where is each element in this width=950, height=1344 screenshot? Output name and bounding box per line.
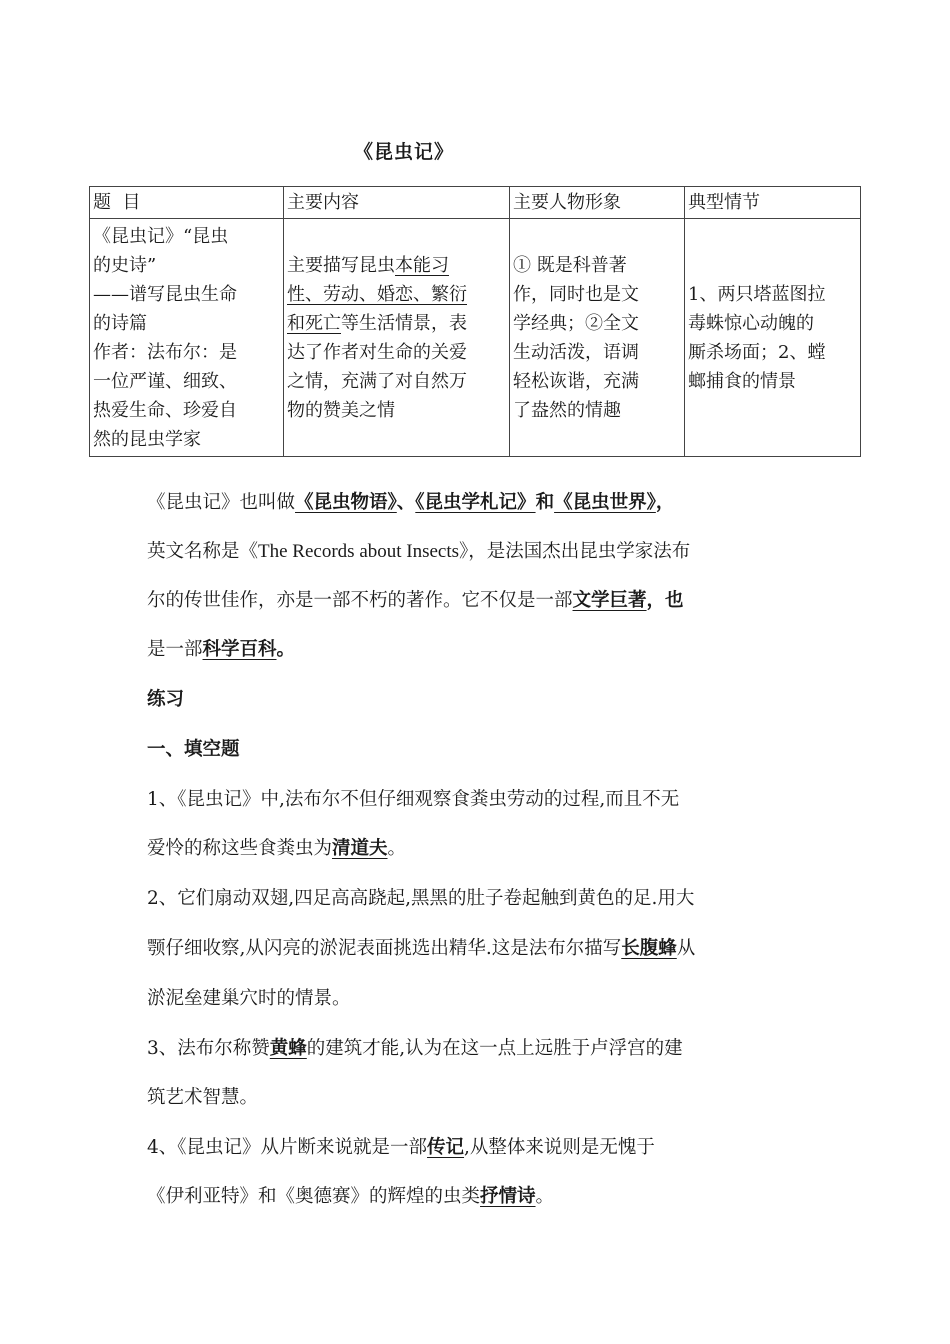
cell-plot xyxy=(685,219,861,457)
text: ,从整体来说则是无愧于 xyxy=(464,1137,655,1158)
cell-line: 作者：法布尔：是 xyxy=(93,342,237,363)
question-3-line-1 xyxy=(147,1034,683,1060)
cell-topic xyxy=(90,219,284,457)
alt-title: 《昆虫世界》 xyxy=(554,492,656,513)
header-characters: 主要人物形象 xyxy=(510,187,685,219)
cell-line: 《昆虫记》“昆虫 xyxy=(93,226,229,247)
cell-line: 轻松诙谐，充满 xyxy=(513,370,639,392)
text: 颚仔细收察,从闪亮的淤泥表面挑选出精华.这是法布尔描写 xyxy=(147,938,622,959)
question-2-line-3: 淤泥垒建巢穴时的情景。 xyxy=(147,988,351,1009)
cell-line: 然的昆虫学家 xyxy=(93,429,201,450)
question-1-line-1: 1、《昆虫记》中,法布尔不但仔细观察食粪虫劳动的过程,而且不无 xyxy=(147,789,680,810)
text: 和 xyxy=(535,492,555,513)
question-4-line-1 xyxy=(147,1133,655,1159)
cell-line xyxy=(287,251,507,280)
document-title: 《昆虫记》 xyxy=(354,141,455,163)
text: 。 xyxy=(276,639,296,660)
underlined-text: 性、劳动、婚恋、繁衍 xyxy=(287,283,467,305)
text: 尔的传世佳作，亦是一部不朽的著作。它不仅是一部 xyxy=(147,590,573,611)
cell-line xyxy=(287,280,507,309)
cell-line: ① 既是科普著 xyxy=(513,254,627,276)
intro-line-4 xyxy=(147,635,295,661)
text: 《昆虫记》也叫做 xyxy=(147,492,296,513)
text: 。 xyxy=(535,1186,555,1207)
cell-content xyxy=(284,219,510,457)
text: 3、法布尔称赞 xyxy=(147,1038,270,1059)
intro-line-1 xyxy=(147,488,674,514)
alt-title: 《昆虫物语》 xyxy=(295,492,397,513)
question-2-line-2 xyxy=(147,934,695,960)
answer: 抒情诗 xyxy=(480,1186,536,1207)
cell-line: 生动活泼，语调 xyxy=(513,341,639,363)
header-content: 主要内容 xyxy=(284,187,510,219)
alt-title: 《昆虫学札记》 xyxy=(415,492,536,513)
cell-line: 物的赞美之情 xyxy=(287,399,395,421)
english-title: The Records about Insects xyxy=(258,541,460,562)
cell-line xyxy=(287,309,507,338)
text: 从 xyxy=(676,938,696,959)
answer: 传记 xyxy=(427,1137,465,1158)
text: ，也 xyxy=(646,590,684,611)
text: 》，是法国杰出昆虫学家法布 xyxy=(459,541,691,562)
question-3-line-2: 筑艺术智慧。 xyxy=(147,1087,259,1108)
cell-line: 了盎然的情趣 xyxy=(513,399,621,421)
header-topic: 题 目 xyxy=(90,187,284,219)
cell-line: 螂捕食的情景 xyxy=(688,370,796,392)
question-4-line-2 xyxy=(147,1182,554,1208)
underlined-text: 本能习 xyxy=(395,254,449,276)
question-1-line-2 xyxy=(147,834,406,860)
cell-line: 学经典；②全文 xyxy=(513,312,639,334)
intro-line-2 xyxy=(147,537,690,563)
intro-line-3 xyxy=(147,586,684,612)
answer: 长腹蜂 xyxy=(621,938,677,959)
summary-table xyxy=(89,186,861,457)
cell-line: 1、两只塔蓝图拉 xyxy=(688,283,826,305)
text: 爱怜的称这些食粪虫为 xyxy=(147,838,333,859)
section-heading: 一、填空题 xyxy=(147,739,240,760)
table-row xyxy=(90,219,861,457)
header-plot: 典型情节 xyxy=(685,187,861,219)
cell-line: 达了作者对生命的关爱 xyxy=(287,341,467,363)
practice-heading: 练习 xyxy=(147,689,185,710)
cell-characters xyxy=(510,219,685,457)
text: 的建筑才能,认为在这一点上远胜于卢浮宫的建 xyxy=(306,1038,683,1059)
cell-line: 作，同时也是文 xyxy=(513,283,639,305)
cell-line: 一位严谨、细致、 xyxy=(93,371,237,392)
text: 。 xyxy=(387,838,407,859)
text: 、 xyxy=(396,492,416,513)
cell-text: 等生活情景，表 xyxy=(341,312,467,334)
key-term: 科学百科 xyxy=(202,639,277,660)
cell-line: 的史诗” xyxy=(93,255,157,276)
key-term: 文学巨著 xyxy=(572,590,647,611)
text: 英文名称是《 xyxy=(147,541,259,562)
answer: 黄蜂 xyxy=(269,1038,307,1059)
cell-line: 之情，充满了对自然万 xyxy=(287,370,467,392)
cell-line: 厮杀场面；2、螳 xyxy=(688,341,826,363)
cell-line: 热爱生命、珍爱自 xyxy=(93,400,237,421)
table-header-row xyxy=(90,187,861,219)
question-2-line-1: 2、它们扇动双翅,四足高高跷起,黑黑的肚子卷起触到黄色的足.用大 xyxy=(147,888,695,909)
text: 《伊利亚特》和《奥德赛》的辉煌的虫类 xyxy=(147,1186,481,1207)
text: ， xyxy=(655,492,675,513)
answer: 清道夫 xyxy=(332,838,388,859)
cell-text: 主要描写昆虫 xyxy=(287,254,395,276)
cell-line: ——谱写昆虫生命 xyxy=(93,284,237,305)
cell-line: 的诗篇 xyxy=(93,313,147,334)
underlined-text: 和死亡 xyxy=(287,312,341,334)
cell-line: 毒蛛惊心动魄的 xyxy=(688,312,814,334)
text: 4、《昆虫记》从片断来说就是一部 xyxy=(147,1137,428,1158)
text: 是一部 xyxy=(147,639,203,660)
